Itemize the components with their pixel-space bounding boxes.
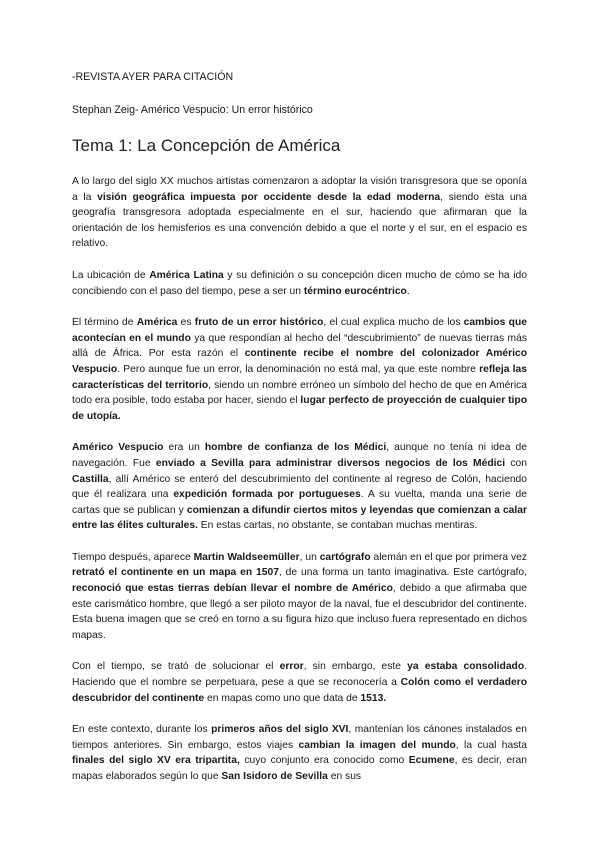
bold-text-segment: cambios que acontecían en el mundo (72, 317, 527, 344)
body-paragraph (72, 659, 527, 706)
body-paragraph (72, 315, 527, 424)
bold-text-segment: cambian la imagen del mundo (298, 739, 456, 751)
bold-text-segment: enviado a Sevilla para administrar diversos negocios de los Médici (155, 457, 506, 469)
text-segment: Con el tiempo, se trató de solucionar el (72, 661, 280, 673)
bold-text-segment: Colón como el verdadero descubridor del continente (72, 677, 528, 704)
bold-text-segment: hombre de confianza de los Médici (204, 442, 387, 454)
bold-text-segment: cartógrafo (319, 551, 371, 563)
bold-text-segment: fruto de un error histórico (194, 317, 324, 329)
text-segment: ya que respondían al hecho del “descubrimiento” de nuevas tierras más allá de África. Por esta razón el (72, 332, 527, 360)
text-segment: La ubicación de (72, 269, 150, 281)
text-segment: , el cual explica mucho de los (323, 317, 464, 329)
text-segment: . Haciendo que el nombre se perpetuara, pese a que se reconocería a (72, 661, 528, 689)
text-segment: , la cual hasta (455, 739, 527, 751)
text-segment: El término de (72, 317, 137, 329)
text-segment: A lo largo del siglo XX muchos artistas comenzaron a adoptar la visión transgresora que se oponía a la (72, 176, 527, 203)
bold-text-segment: término eurocéntrico (303, 285, 407, 297)
author-title-line: Stephan Zeig- Américo Vespucio: Un error histórico (72, 104, 313, 116)
bold-text-segment: San Isidoro de Sevilla (221, 771, 328, 782)
bold-text-segment: Américo Vespucio (72, 442, 164, 454)
text-segment: era un (163, 442, 205, 454)
text-segment: es (177, 317, 195, 329)
bold-text-segment: comienzan a difundir ciertos mitos y leyendas que comienzan a calar entre las élites culturales. (72, 504, 527, 532)
journal-header-line: -REVISTA AYER PARA CITACIÓN (72, 71, 234, 83)
text-segment: , sin embargo, este (303, 661, 408, 673)
bold-text-segment: 1513. (360, 692, 387, 704)
text-segment: alemán en el que por primera vez (370, 551, 527, 563)
bold-text-segment: continente recibe el nombre del colonizador Américo Vespucio (72, 348, 527, 375)
bold-text-segment: finales del siglo XV era tripartita, (72, 755, 240, 767)
text-segment: , siendo esta una geografía transgresora adoptada especialmente en el sur, haciendo que afirmaran que la orientación de los hemisferios es una convención debido a que el norte y el sur, en el espacio es relativo. (72, 191, 527, 250)
text-segment: en mapas como uno que data de (204, 692, 361, 704)
text-segment: , debido a que afirmaba que este carismático hombre, que llegó a ser piloto mayor de la naval, fue el descubridor del continente. Esta buena imagen que se creó en torno a su figura hizo que incluso fuera representado en dichos mapas. (72, 583, 527, 641)
bold-text-segment: reconoció que estas tierras debían llevar el nombre de Américo (72, 583, 393, 595)
bold-text-segment: Ecumene (408, 755, 455, 767)
text-segment: , allí Américo se enteró del descubrimiento del continente al regreso de Colón, haciendo que él realizara una (72, 473, 527, 501)
bold-text-segment: visión geográfica impuesta por occidente desde la edad moderna (97, 191, 441, 203)
text-segment: , es decir, eran mapas elaborados según lo que (72, 755, 528, 782)
bold-text-segment: Castilla (72, 473, 109, 485)
body-paragraph (72, 550, 527, 644)
text-segment: y su definición o su concepción dicen mucho de cómo se ha ido concibiendo con el paso del tiempo, pese a ser un (72, 269, 528, 297)
bold-text-segment: retrató el continente en un mapa en 1507 (72, 567, 279, 579)
text-segment: , de una forma un tanto imaginativa. Este cartógrafo, (278, 567, 527, 579)
text-segment: en sus (327, 771, 362, 782)
bold-text-segment: Martin Waldseemüller (193, 551, 300, 563)
body-paragraph (72, 268, 527, 299)
body-paragraph (72, 174, 527, 252)
bold-text-segment: lugar perfecto de proyección de cualquier tipo de utopía. (72, 395, 527, 422)
body-paragraph (72, 440, 527, 534)
text-segment: . Pero aunque fue un error, la denominación no está mal, ya que este nombre (117, 363, 480, 375)
section-heading: Tema 1: La Concepción de América (72, 136, 341, 155)
text-segment: , siendo un nombre erróneo un símbolo del hecho de que en América todo era posible, todo estaba por hacer, siendo el (72, 379, 527, 407)
text-segment: , un (299, 551, 320, 563)
text-segment: En este contexto, durante los (72, 724, 212, 736)
bold-text-segment: primeros años del siglo XVI (211, 724, 349, 736)
body-paragraphs (72, 174, 527, 785)
text-segment: En estas cartas, no obstante, se contaban muchas mentiras. (197, 520, 478, 532)
bold-text-segment: error (279, 661, 304, 673)
text-segment: , mantenían los cánones instalados en tiempos anteriores. Sin embargo, estos viajes (72, 724, 528, 751)
document-content (72, 70, 527, 801)
body-paragraph (72, 722, 527, 784)
bold-text-segment: América Latina (149, 269, 224, 281)
bold-text-segment: refleja las características del territorio (72, 363, 527, 391)
bold-text-segment: ya estaba consolidado (407, 661, 525, 673)
bold-text-segment: América (136, 317, 178, 329)
text-segment: . A su vuelta, manda una serie de cartas que se publican y (72, 489, 528, 516)
bold-text-segment: expedición formada por portugueses (173, 489, 361, 501)
text-segment: con (505, 457, 528, 469)
text-segment: cuyo conjunto era conocido como (239, 755, 409, 767)
text-segment: Tiempo después, aparece (72, 551, 194, 563)
text-segment: . (406, 285, 410, 297)
text-segment: , aunque no tenía ni idea de navegación. Fue (72, 442, 527, 469)
